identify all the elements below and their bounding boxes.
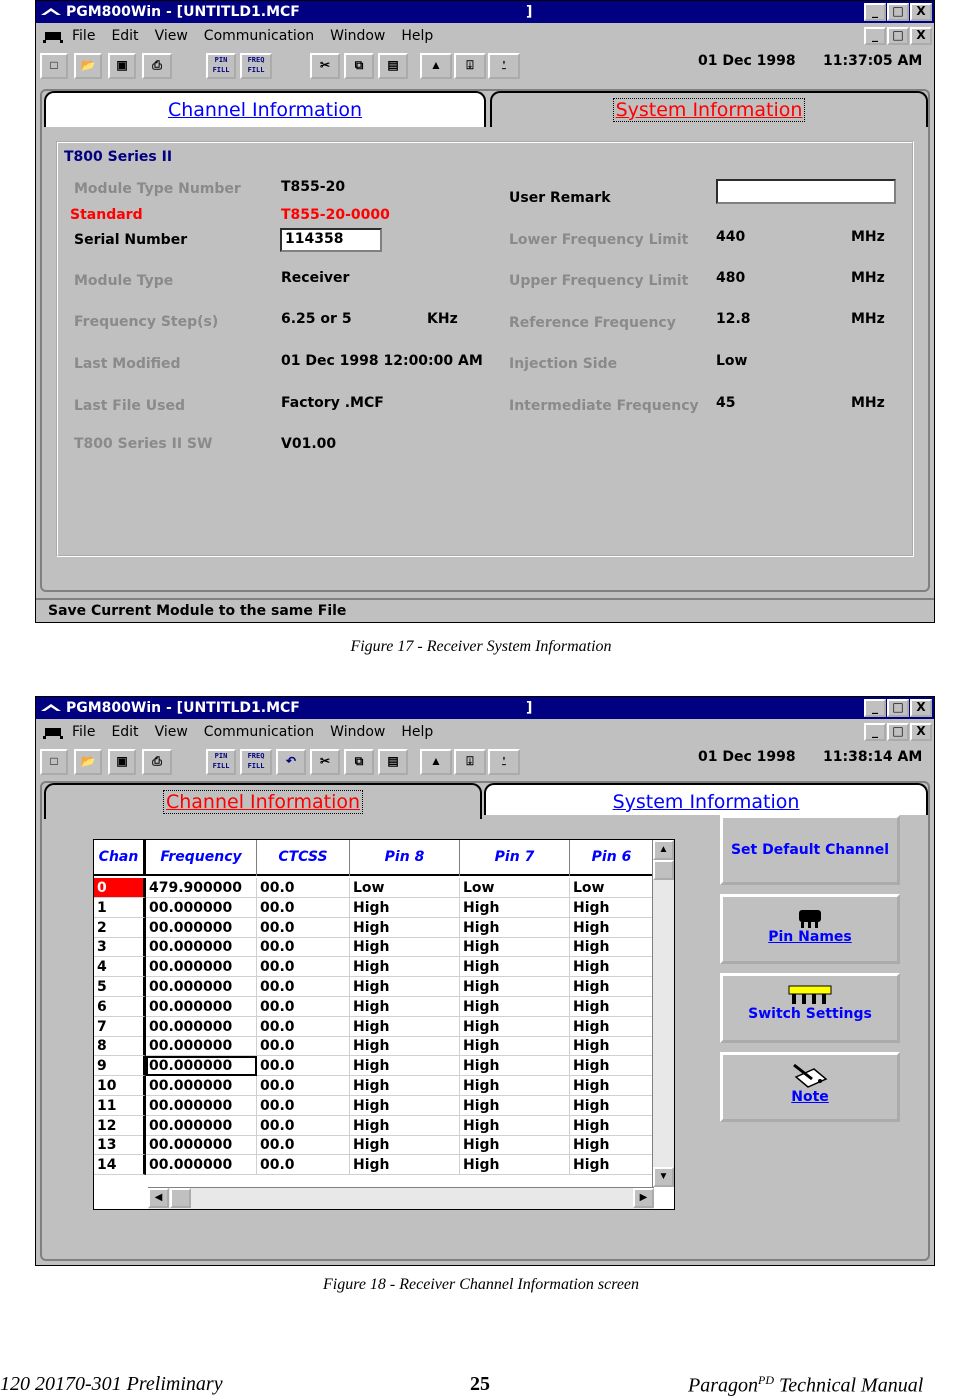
table-row[interactable] [94,937,654,957]
pin-names-label: Pin Names [768,929,852,945]
grid-cell[interactable]: 00.000000 [146,977,257,997]
tab-system-information[interactable] [484,783,928,815]
module-type-number-label: Module Type Number [74,181,241,197]
doc-restore-button[interactable]: □ [887,27,909,45]
last-file-used-value: Factory .MCF [281,395,384,411]
grid-cell[interactable]: 00.0 [257,957,350,977]
tab-system-label: System Information [615,99,803,121]
reference-frequency-unit: MHz [851,311,885,327]
module-type-value: Receiver [281,270,350,286]
channel-number-cell[interactable]: 0 [94,878,146,898]
intermediate-frequency-unit: MHz [851,395,885,411]
tab-channel-label: Channel Information [165,791,361,813]
maximize-button[interactable]: □ [887,3,909,21]
tab-channel-information[interactable] [44,783,482,819]
grid-cell[interactable]: 00.000000 [146,918,257,938]
grid-cell[interactable]: 00.000000 [146,1036,257,1056]
footer-brand: Paragon [688,1374,758,1397]
print-icon[interactable]: ⎙ [142,749,172,775]
time-display: 11:37:05 AM [823,53,923,69]
menu-window[interactable]: Window [330,28,386,44]
grid-cell[interactable]: High [460,937,570,957]
grid-cell[interactable]: High [350,898,460,918]
system-info-window [35,0,935,623]
save-disk-icon[interactable]: ▣ [108,53,136,79]
grid-cell[interactable]: 00.0 [257,1096,350,1116]
grid-cell[interactable]: 00.0 [257,937,350,957]
freq-fill-button[interactable]: FREQ FILL [240,53,272,79]
toolbar [36,49,934,83]
grid-header [94,840,654,876]
module-upload-icon[interactable]: ▲ [420,53,452,79]
read-from-radio-icon[interactable]: ⍗ [454,749,486,775]
date-display: 01 Dec 1998 [698,749,796,765]
channel-number-cell[interactable]: 4 [94,957,146,977]
print-icon[interactable]: ⎙ [142,53,172,79]
paste-clipboard-icon[interactable]: ▤ [378,749,408,775]
menu-help[interactable]: Help [401,724,434,740]
doc-minimize-button[interactable]: _ [864,723,886,741]
table-row[interactable] [94,1155,654,1175]
scroll-right-icon[interactable]: ▶ [633,1188,654,1208]
doc-close-button[interactable]: X [910,27,932,45]
freq-fill-button[interactable]: FREQ FILL [240,749,272,775]
grid-cell[interactable]: High [570,1096,654,1116]
user-remark-field[interactable] [716,179,896,204]
table-row[interactable] [94,1056,654,1076]
channel-number-cell[interactable]: 8 [94,1036,146,1056]
channel-grid [93,839,675,1210]
title-bar [36,697,934,719]
module-type-number-value: T855-20 [281,179,346,195]
grid-cell[interactable]: High [350,1116,460,1136]
grid-cell[interactable]: 00.0 [257,1155,350,1175]
table-row[interactable] [94,1116,654,1136]
grid-cell[interactable]: 00.0 [257,1017,350,1037]
grid-cell[interactable]: High [350,1076,460,1096]
upper-frequency-limit-value: 480 [716,270,746,286]
write-to-radio-icon[interactable]: ⍘ [488,53,520,79]
grid-cell[interactable]: High [460,1036,570,1056]
grid-cell[interactable]: High [570,937,654,957]
cut-scissors-icon[interactable]: ✂ [310,749,340,775]
module-type-label: Module Type [74,273,174,289]
window-title-bracket: ] [526,700,533,716]
grid-cell[interactable]: High [460,898,570,918]
upper-frequency-limit-label: Upper Frequency Limit [509,273,689,289]
grid-cell[interactable]: High [350,1036,460,1056]
grid-cell[interactable]: High [570,1036,654,1056]
menu-communication[interactable]: Communication [203,724,315,740]
app-icon [40,702,62,714]
channel-number-cell[interactable]: 2 [94,918,146,938]
channel-number-cell[interactable]: 5 [94,977,146,997]
col-pin8[interactable]: Pin 8 [350,840,460,876]
channel-number-cell[interactable]: 10 [94,1076,146,1096]
frequency-step-label: Frequency Step(s) [74,314,219,330]
open-folder-icon[interactable]: 📂 [74,53,102,79]
grid-cell[interactable]: 00.000000 [146,957,257,977]
hscroll-thumb[interactable] [170,1188,191,1208]
window-title: PGM800Win - [UNTITLD1.MCF [66,700,300,716]
table-row[interactable] [94,957,654,977]
read-from-radio-icon[interactable]: ⍗ [454,53,486,79]
group-title: T800 Series II [64,149,173,165]
grid-cell[interactable]: High [570,1017,654,1037]
user-remark-label: User Remark [509,190,611,206]
grid-cell[interactable]: High [570,1135,654,1155]
grid-cell[interactable]: High [460,1135,570,1155]
grid-cell[interactable]: 00.000000 [146,1116,257,1136]
footer-title-tail: Technical Manual [774,1374,924,1397]
close-button[interactable]: X [910,3,932,21]
dip-switch-icon [788,984,832,1006]
lower-frequency-limit-label: Lower Frequency Limit [509,232,689,248]
chip-icon [795,907,825,929]
col-pin6[interactable]: Pin 6 [570,840,654,876]
grid-cell[interactable]: High [570,957,654,977]
paste-clipboard-icon[interactable]: ▤ [378,53,408,79]
footer-brand-sup: PD [758,1373,774,1387]
tab-panel [40,781,930,1261]
table-row[interactable] [94,898,654,918]
window-title: PGM800Win - [UNTITLD1.MCF [66,4,300,20]
grid-cell[interactable]: High [460,1056,570,1076]
table-row[interactable] [94,1036,654,1056]
grid-cell[interactable]: High [350,1135,460,1155]
standard-value: T855-20-0000 [281,207,390,223]
table-row[interactable] [94,918,654,938]
table-row[interactable] [94,1076,654,1096]
menu-view[interactable]: View [154,724,188,740]
window-title-bracket: ] [526,4,533,20]
channel-number-cell[interactable]: 11 [94,1096,146,1116]
grid-cell[interactable]: High [570,977,654,997]
doc-minimize-button[interactable]: _ [864,27,886,45]
grid-cell[interactable]: High [350,918,460,938]
tab-channel-information[interactable] [44,91,486,127]
switch-settings-button[interactable] [720,973,900,1043]
scroll-thumb[interactable] [653,860,674,880]
last-file-used-label: Last File Used [74,398,186,414]
channel-number-cell[interactable]: 12 [94,1116,146,1136]
grid-cell[interactable]: 479.900000 [146,878,257,898]
open-folder-icon[interactable]: 📂 [74,749,102,775]
grid-cell[interactable]: 00.0 [257,1135,350,1155]
table-row[interactable] [94,997,654,1017]
intermediate-frequency-label: Intermediate Frequency [509,398,699,414]
scroll-up-icon[interactable]: ▲ [653,840,674,860]
grid-cell[interactable]: High [460,1155,570,1175]
grid-cell[interactable]: 00.0 [257,878,350,898]
channel-number-cell[interactable]: 14 [94,1155,146,1175]
table-row[interactable] [94,1017,654,1037]
figure-18-caption: Figure 18 - Receiver Channel Information screen [322,1276,640,1293]
note-button[interactable] [720,1052,900,1122]
status-bar: Save Current Module to the same File [36,598,934,622]
grid-cell[interactable]: High [570,918,654,938]
table-row[interactable] [94,878,654,898]
tab-panel [40,89,930,592]
scroll-left-icon[interactable]: ◀ [148,1188,169,1208]
frequency-step-value: 6.25 or 5 [281,311,352,327]
new-file-icon[interactable]: □ [40,53,68,79]
serial-number-field[interactable]: 114358 [280,228,382,252]
set-default-channel-label: Set Default Channel [730,842,890,858]
channel-number-cell[interactable]: 13 [94,1135,146,1155]
injection-side-value: Low [716,353,748,369]
footer-manual-title [688,1373,923,1398]
menu-edit[interactable]: Edit [111,28,139,44]
sw-version-value: V01.00 [281,436,337,452]
menu-communication[interactable]: Communication [203,28,315,44]
date-display: 01 Dec 1998 [698,53,796,69]
col-frequency[interactable]: Frequency [146,840,257,876]
tab-channel-label: Channel Information [167,99,363,121]
grid-cell[interactable]: High [350,1155,460,1175]
grid-cell[interactable]: High [570,898,654,918]
grid-cell[interactable]: Low [570,878,654,898]
grid-cell[interactable]: 00.000000 [146,1155,257,1175]
grid-cell[interactable]: High [460,1116,570,1136]
grid-cell[interactable]: 00.000000 [146,1076,257,1096]
serial-number-label: Serial Number [74,232,188,248]
grid-cell[interactable]: High [350,1017,460,1037]
col-chan[interactable]: Chan [94,840,146,876]
t800-group [56,141,914,557]
grid-cell[interactable]: High [570,997,654,1017]
pin-names-button[interactable] [720,894,900,964]
col-pin7[interactable]: Pin 7 [460,840,570,876]
grid-cell[interactable]: 00.000000 [146,937,257,957]
toolbar [36,745,934,779]
undo-icon[interactable]: ↶ [276,749,306,775]
grid-cell[interactable]: 00.0 [257,1076,350,1096]
sw-version-label: T800 Series II SW [74,436,213,452]
menu-bar [36,24,934,48]
channel-number-cell[interactable]: 9 [94,1056,146,1076]
grid-cell[interactable]: 00.000000 [146,1017,257,1037]
menu-help[interactable]: Help [401,28,434,44]
time-display: 11:38:14 AM [823,749,923,765]
switch-settings-label: Switch Settings [748,1006,872,1022]
grid-cell[interactable]: 00.000000 [146,898,257,918]
set-default-channel-button[interactable] [720,815,900,885]
app-icon [40,6,62,18]
maximize-button[interactable]: □ [887,699,909,717]
upper-frequency-limit-unit: MHz [851,270,885,286]
footer-doc-number: 120 20170-301 Preliminary [0,1373,223,1395]
channel-info-window [35,696,935,1266]
vertical-scrollbar[interactable] [652,840,674,1187]
table-row[interactable] [94,1135,654,1155]
intermediate-frequency-value: 45 [716,395,736,411]
module-upload-icon[interactable]: ▲ [420,749,452,775]
copy-icon[interactable]: ⧉ [344,53,374,79]
injection-side-label: Injection Side [509,356,618,372]
grid-cell[interactable]: High [570,1076,654,1096]
cut-scissors-icon[interactable]: ✂ [310,53,340,79]
grid-cell[interactable]: 00.0 [257,1056,350,1076]
grid-cell[interactable]: 00.0 [257,997,350,1017]
grid-cell[interactable]: Low [460,878,570,898]
grid-cell[interactable]: High [350,1056,460,1076]
lower-frequency-limit-value: 440 [716,229,746,245]
grid-cell[interactable]: High [350,957,460,977]
grid-cell[interactable]: 00.000000 [146,1056,257,1076]
grid-cell[interactable]: 00.0 [257,977,350,997]
doc-restore-button[interactable]: □ [887,723,909,741]
channel-number-cell[interactable]: 1 [94,898,146,918]
document-system-icon[interactable] [42,29,64,43]
lower-frequency-limit-unit: MHz [851,229,885,245]
table-row[interactable] [94,977,654,997]
grid-cell[interactable]: 00.0 [257,1036,350,1056]
grid-cell[interactable]: 00.000000 [146,1135,257,1155]
close-button[interactable]: X [910,699,932,717]
page-number: 25 [470,1373,490,1395]
figure-17-caption: Figure 17 - Receiver System Information [350,638,612,655]
tab-system-label: System Information [612,791,800,813]
col-ctcss[interactable]: CTCSS [257,840,350,876]
last-modified-value: 01 Dec 1998 12:00:00 AM [281,353,483,369]
copy-icon[interactable]: ⧉ [344,749,374,775]
menu-file[interactable]: File [72,28,96,44]
menu-file[interactable]: File [72,724,96,740]
title-bar [36,1,934,23]
pin-fill-button[interactable]: PIN FILL [206,749,236,775]
write-to-radio-icon[interactable]: ⍘ [488,749,520,775]
pin-fill-button[interactable]: PIN FILL [206,53,236,79]
grid-cell[interactable]: High [460,977,570,997]
grid-cell[interactable]: 00.0 [257,1116,350,1136]
grid-cell[interactable]: 00.0 [257,898,350,918]
channel-number-cell[interactable]: 6 [94,997,146,1017]
grid-cell[interactable]: High [350,1096,460,1116]
grid-cell[interactable]: High [460,957,570,977]
scroll-down-icon[interactable]: ▼ [653,1167,674,1187]
horizontal-scrollbar[interactable] [148,1187,654,1209]
grid-cell[interactable]: High [460,997,570,1017]
grid-cell[interactable]: High [570,1155,654,1175]
grid-cell[interactable]: High [460,1017,570,1037]
notepad-pen-icon [790,1063,830,1089]
grid-cell[interactable]: High [460,1096,570,1116]
grid-cell[interactable]: High [460,918,570,938]
grid-cell[interactable]: High [350,937,460,957]
frequency-step-unit: KHz [427,311,458,327]
save-disk-icon[interactable]: ▣ [108,749,136,775]
grid-cell[interactable]: High [350,997,460,1017]
reference-frequency-label: Reference Frequency [509,315,676,331]
table-row[interactable] [94,1096,654,1116]
grid-cell[interactable]: 00.0 [257,918,350,938]
channel-number-cell[interactable]: 7 [94,1017,146,1037]
channel-number-cell[interactable]: 3 [94,937,146,957]
doc-close-button[interactable]: X [910,723,932,741]
grid-cell[interactable]: High [570,1116,654,1136]
grid-cell[interactable]: High [570,1056,654,1076]
grid-cell[interactable]: 00.000000 [146,1096,257,1116]
new-file-icon[interactable]: □ [40,749,68,775]
last-modified-label: Last Modified [74,356,181,372]
grid-cell[interactable]: High [350,977,460,997]
grid-cell[interactable]: High [460,1076,570,1096]
grid-cell[interactable]: Low [350,878,460,898]
tab-system-information[interactable] [490,91,928,127]
grid-cell[interactable]: 00.000000 [146,997,257,1017]
menu-edit[interactable]: Edit [111,724,139,740]
minimize-button[interactable]: _ [864,3,886,21]
menu-bar [36,720,934,744]
note-label: Note [791,1089,829,1105]
menu-window[interactable]: Window [330,724,386,740]
document-system-icon[interactable] [42,725,64,739]
minimize-button[interactable]: _ [864,699,886,717]
reference-frequency-value: 12.8 [716,311,751,327]
standard-label: Standard [70,207,143,223]
menu-view[interactable]: View [154,28,188,44]
